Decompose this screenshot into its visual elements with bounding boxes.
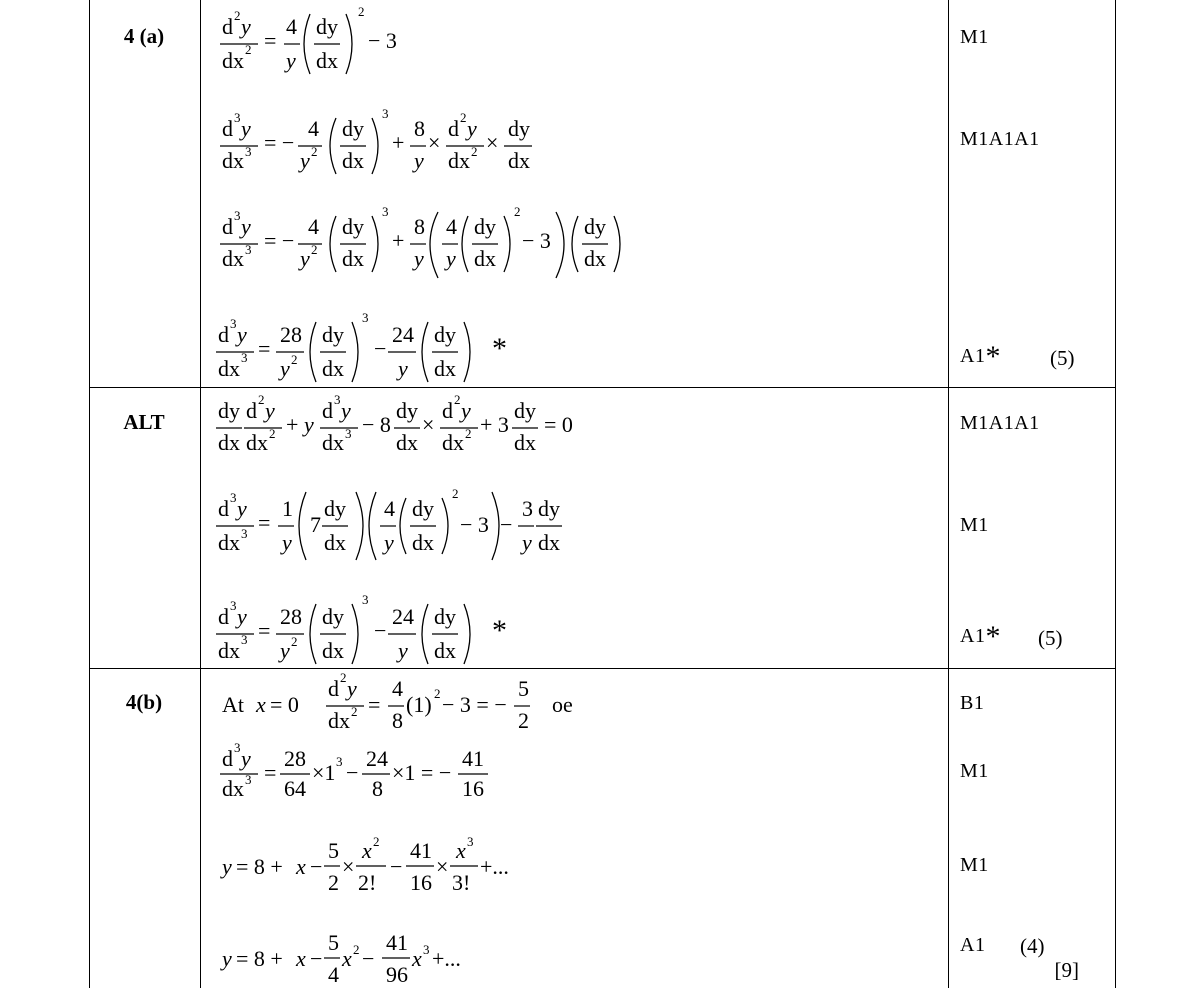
svg-text:dx: dx: [222, 776, 244, 801]
svg-text:dx: dx: [448, 148, 470, 173]
svg-text:3: 3: [245, 242, 252, 257]
table-border-right: [1115, 0, 1116, 988]
svg-text:x: x: [342, 946, 352, 971]
svg-text:y: y: [222, 946, 232, 971]
svg-text:3: 3: [234, 740, 241, 755]
equation: [216, 4, 416, 84]
svg-text:−: −: [310, 946, 323, 971]
svg-text:41: 41: [462, 746, 484, 771]
svg-text:dy: dy: [434, 604, 456, 629]
svg-text:2: 2: [291, 634, 298, 649]
mark-code-text: A1: [960, 345, 986, 367]
svg-text:3: 3: [234, 110, 241, 125]
svg-text:y: y: [237, 604, 247, 629]
svg-text:dx: dx: [538, 530, 560, 555]
svg-text:dx: dx: [222, 48, 244, 73]
svg-text:dy: dy: [584, 214, 606, 239]
svg-text:2: 2: [434, 686, 441, 701]
svg-text:24: 24: [392, 604, 414, 629]
svg-text:d: d: [218, 322, 229, 347]
svg-text:d: d: [222, 14, 233, 39]
svg-text:3: 3: [241, 350, 248, 365]
svg-text:− 3: − 3: [368, 28, 397, 53]
svg-text:5: 5: [328, 838, 339, 863]
svg-text:dy: dy: [218, 398, 240, 423]
equation: [216, 392, 596, 472]
svg-text:d: d: [218, 604, 229, 629]
score: (5): [1050, 346, 1075, 370]
svg-text:y: y: [237, 322, 247, 347]
svg-text:3: 3: [362, 310, 369, 325]
svg-text:3: 3: [467, 834, 474, 849]
equation: [216, 830, 536, 910]
mark-code-text: A1: [960, 625, 986, 647]
svg-text:d: d: [442, 398, 453, 423]
svg-text:−: −: [390, 854, 403, 879]
svg-text:x: x: [412, 946, 422, 971]
svg-text:4: 4: [446, 214, 457, 239]
svg-text:y: y: [384, 530, 394, 555]
svg-text:y: y: [300, 246, 310, 271]
mark-code: M1: [960, 26, 989, 48]
svg-text:y: y: [446, 246, 456, 271]
svg-text:y: y: [398, 356, 408, 381]
svg-text:2: 2: [234, 8, 241, 23]
svg-text:2: 2: [358, 4, 365, 19]
svg-text:d: d: [448, 116, 459, 141]
svg-text:dx: dx: [324, 530, 346, 555]
svg-text:7: 7: [310, 512, 321, 537]
svg-text:8: 8: [372, 776, 383, 801]
svg-text:x: x: [256, 692, 266, 717]
svg-text:3: 3: [230, 598, 237, 613]
svg-text:16: 16: [410, 870, 432, 895]
svg-text:= 8 +: = 8 +: [236, 946, 283, 971]
svg-text:y: y: [414, 246, 424, 271]
mark-code: A1: [960, 934, 986, 956]
svg-text:3: 3: [241, 632, 248, 647]
svg-text:dy: dy: [412, 496, 434, 521]
svg-text:3: 3: [336, 754, 343, 769]
svg-text:dy: dy: [434, 322, 456, 347]
svg-text:2: 2: [452, 486, 459, 501]
svg-text:×: ×: [422, 412, 435, 437]
svg-text:dy: dy: [322, 322, 344, 347]
svg-text:y: y: [280, 356, 290, 381]
mark-code: M1: [960, 514, 989, 536]
mark-code: M1A1A1: [960, 128, 1040, 150]
svg-text:dy: dy: [342, 116, 364, 141]
svg-text:28: 28: [280, 322, 302, 347]
mark-code: B1: [960, 692, 985, 714]
svg-text:=: =: [368, 692, 381, 717]
equation: [216, 106, 546, 190]
svg-text:3: 3: [230, 316, 237, 331]
svg-text:×: ×: [436, 854, 449, 879]
svg-text:y: y: [241, 14, 251, 39]
svg-text:dy: dy: [538, 496, 560, 521]
svg-text:dx: dx: [322, 430, 344, 455]
svg-text:2: 2: [269, 426, 276, 441]
svg-text:dx: dx: [328, 708, 350, 733]
svg-text:×: ×: [342, 854, 355, 879]
svg-text:= 0: = 0: [270, 692, 299, 717]
svg-text:y: y: [522, 530, 532, 555]
svg-text:y: y: [222, 854, 232, 879]
score: (5): [1038, 626, 1063, 650]
svg-text:− 3: − 3: [522, 228, 551, 253]
svg-text:2: 2: [471, 144, 478, 159]
svg-text:3: 3: [382, 204, 389, 219]
svg-text:24: 24: [392, 322, 414, 347]
question-label: 4 (a): [123, 24, 165, 48]
svg-text:y: y: [414, 148, 424, 173]
svg-text:+: +: [392, 130, 405, 155]
svg-text:dy: dy: [508, 116, 530, 141]
column-divider: [200, 0, 201, 988]
svg-text:−: −: [310, 854, 323, 879]
question-label: ALT: [123, 410, 165, 434]
svg-text:dy: dy: [514, 398, 536, 423]
svg-text:2: 2: [460, 110, 467, 125]
svg-text:oe: oe: [552, 692, 573, 717]
svg-text:2: 2: [311, 242, 318, 257]
svg-text:dx: dx: [434, 638, 456, 663]
svg-text:3: 3: [234, 208, 241, 223]
svg-text:×1 = −: ×1 = −: [392, 760, 452, 785]
svg-text:4: 4: [384, 496, 395, 521]
svg-text:dx: dx: [412, 530, 434, 555]
table-border-left: [89, 0, 90, 988]
svg-text:x: x: [296, 946, 306, 971]
svg-text:×: ×: [486, 130, 499, 155]
svg-text:=: =: [264, 28, 277, 53]
svg-text:d: d: [222, 214, 233, 239]
svg-text:y: y: [241, 116, 251, 141]
svg-text:41: 41: [386, 930, 408, 955]
svg-text:2: 2: [353, 942, 360, 957]
svg-text:dy: dy: [396, 398, 418, 423]
svg-text:2: 2: [373, 834, 380, 849]
svg-text:dx: dx: [396, 430, 418, 455]
svg-text:dx: dx: [222, 246, 244, 271]
svg-text:dy: dy: [316, 14, 338, 39]
svg-text:16: 16: [462, 776, 484, 801]
svg-text:8: 8: [414, 116, 425, 141]
svg-text:y: y: [347, 676, 357, 701]
svg-text:4: 4: [328, 962, 339, 987]
svg-text:− 3: − 3: [460, 512, 489, 537]
svg-text:dx: dx: [434, 356, 456, 381]
svg-text:−: −: [346, 760, 359, 785]
asterisk: *: [492, 614, 507, 647]
svg-text:3: 3: [245, 772, 252, 787]
svg-text:At: At: [222, 692, 244, 717]
equation: [216, 488, 596, 568]
equation: [216, 918, 516, 998]
svg-text:dx: dx: [514, 430, 536, 455]
svg-text:dx: dx: [442, 430, 464, 455]
svg-text:dx: dx: [222, 148, 244, 173]
svg-text:= −: = −: [264, 130, 295, 155]
svg-text:2: 2: [311, 144, 318, 159]
svg-text:=: =: [258, 618, 271, 643]
svg-text:x: x: [456, 838, 466, 863]
svg-text:4: 4: [308, 214, 319, 239]
svg-text:=: =: [258, 510, 271, 535]
svg-text:y: y: [237, 496, 247, 521]
svg-text:2: 2: [291, 352, 298, 367]
svg-text:−: −: [362, 946, 375, 971]
svg-text:dx: dx: [322, 356, 344, 381]
svg-text:y: y: [265, 398, 275, 423]
svg-text:dy: dy: [342, 214, 364, 239]
total-marks: [9]: [1054, 958, 1079, 982]
svg-text:3!: 3!: [452, 870, 471, 895]
svg-text:dx: dx: [218, 430, 240, 455]
svg-text:− 3 = −: − 3 = −: [442, 692, 507, 717]
svg-text:4: 4: [286, 14, 297, 39]
svg-text:− 8: − 8: [362, 412, 391, 437]
equation: [216, 312, 526, 392]
svg-text:−: −: [374, 336, 387, 361]
svg-text:dx: dx: [342, 246, 364, 271]
svg-text:d: d: [328, 676, 339, 701]
svg-text:−: −: [500, 512, 513, 537]
svg-text:2: 2: [518, 708, 529, 733]
mark-code: M1A1A1: [960, 412, 1040, 434]
svg-text:3: 3: [334, 392, 341, 407]
svg-text:dx: dx: [218, 638, 240, 663]
svg-text:=: =: [258, 336, 271, 361]
svg-text:×: ×: [428, 130, 441, 155]
svg-text:= 0: = 0: [544, 412, 573, 437]
svg-text:2: 2: [328, 870, 339, 895]
svg-text:2: 2: [454, 392, 461, 407]
svg-text:96: 96: [386, 962, 408, 987]
svg-text:3: 3: [241, 526, 248, 541]
svg-text:x: x: [296, 854, 306, 879]
svg-text:x: x: [362, 838, 372, 863]
svg-text:d: d: [322, 398, 333, 423]
svg-text:(1): (1): [406, 692, 432, 717]
svg-text:dy: dy: [324, 496, 346, 521]
svg-text:y: y: [341, 398, 351, 423]
svg-text:d: d: [218, 496, 229, 521]
svg-text:dx: dx: [218, 356, 240, 381]
svg-text:28: 28: [280, 604, 302, 629]
svg-text:dx: dx: [508, 148, 530, 173]
svg-text:dx: dx: [316, 48, 338, 73]
svg-text:−: −: [374, 618, 387, 643]
svg-text:2: 2: [465, 426, 472, 441]
svg-text:dx: dx: [342, 148, 364, 173]
svg-text:dx: dx: [584, 246, 606, 271]
svg-text:dx: dx: [218, 530, 240, 555]
svg-text:3: 3: [230, 490, 237, 505]
svg-text:×1: ×1: [312, 760, 336, 785]
svg-text:+ 3: + 3: [480, 412, 509, 437]
mark-code: [960, 620, 1001, 654]
svg-text:8: 8: [414, 214, 425, 239]
svg-text:dx: dx: [246, 430, 268, 455]
asterisk: *: [492, 332, 507, 365]
svg-text:3: 3: [362, 592, 369, 607]
svg-text:=: =: [264, 760, 277, 785]
equation: [216, 738, 516, 818]
svg-text:y: y: [280, 638, 290, 663]
svg-text:y: y: [467, 116, 477, 141]
svg-text:dx: dx: [474, 246, 496, 271]
svg-text:8: 8: [392, 708, 403, 733]
svg-text:= 8 +: = 8 +: [236, 854, 283, 879]
score: (4): [1020, 934, 1045, 958]
equation: [216, 204, 636, 288]
mark-code: [960, 340, 1001, 374]
svg-text:+...: +...: [480, 854, 509, 879]
svg-text:3: 3: [423, 942, 430, 957]
svg-text:28: 28: [284, 746, 306, 771]
svg-text:4: 4: [308, 116, 319, 141]
svg-text:dy: dy: [322, 604, 344, 629]
svg-text:+...: +...: [432, 946, 461, 971]
svg-text:y: y: [241, 746, 251, 771]
svg-text:+: +: [286, 412, 299, 437]
asterisk: *: [985, 340, 1001, 373]
question-label: 4(b): [125, 690, 163, 714]
svg-text:41: 41: [410, 838, 432, 863]
svg-text:dx: dx: [322, 638, 344, 663]
svg-text:3: 3: [345, 426, 352, 441]
svg-text:dy: dy: [474, 214, 496, 239]
svg-text:y: y: [461, 398, 471, 423]
svg-text:2: 2: [351, 704, 358, 719]
svg-text:2: 2: [514, 204, 521, 219]
svg-text:2: 2: [245, 42, 252, 57]
svg-text:4: 4: [392, 676, 403, 701]
svg-text:3: 3: [245, 144, 252, 159]
svg-text:y: y: [300, 148, 310, 173]
svg-text:d: d: [222, 746, 233, 771]
svg-text:y: y: [398, 638, 408, 663]
svg-text:64: 64: [284, 776, 306, 801]
svg-text:5: 5: [518, 676, 529, 701]
svg-text:5: 5: [328, 930, 339, 955]
svg-text:= −: = −: [264, 228, 295, 253]
svg-text:2: 2: [258, 392, 265, 407]
svg-text:y: y: [241, 214, 251, 239]
svg-text:3: 3: [522, 496, 533, 521]
svg-text:d: d: [222, 116, 233, 141]
svg-text:+: +: [392, 228, 405, 253]
svg-text:y: y: [286, 48, 296, 73]
mark-code: M1: [960, 854, 989, 876]
equation: [216, 594, 526, 674]
svg-text:d: d: [246, 398, 257, 423]
svg-text:y: y: [282, 530, 292, 555]
svg-text:2: 2: [340, 670, 347, 685]
svg-text:y: y: [304, 412, 314, 437]
svg-text:3: 3: [382, 106, 389, 121]
mark-code: M1: [960, 760, 989, 782]
asterisk: *: [985, 620, 1001, 653]
svg-text:2!: 2!: [358, 870, 377, 895]
column-divider: [948, 0, 949, 988]
svg-text:1: 1: [282, 496, 293, 521]
svg-text:24: 24: [366, 746, 388, 771]
